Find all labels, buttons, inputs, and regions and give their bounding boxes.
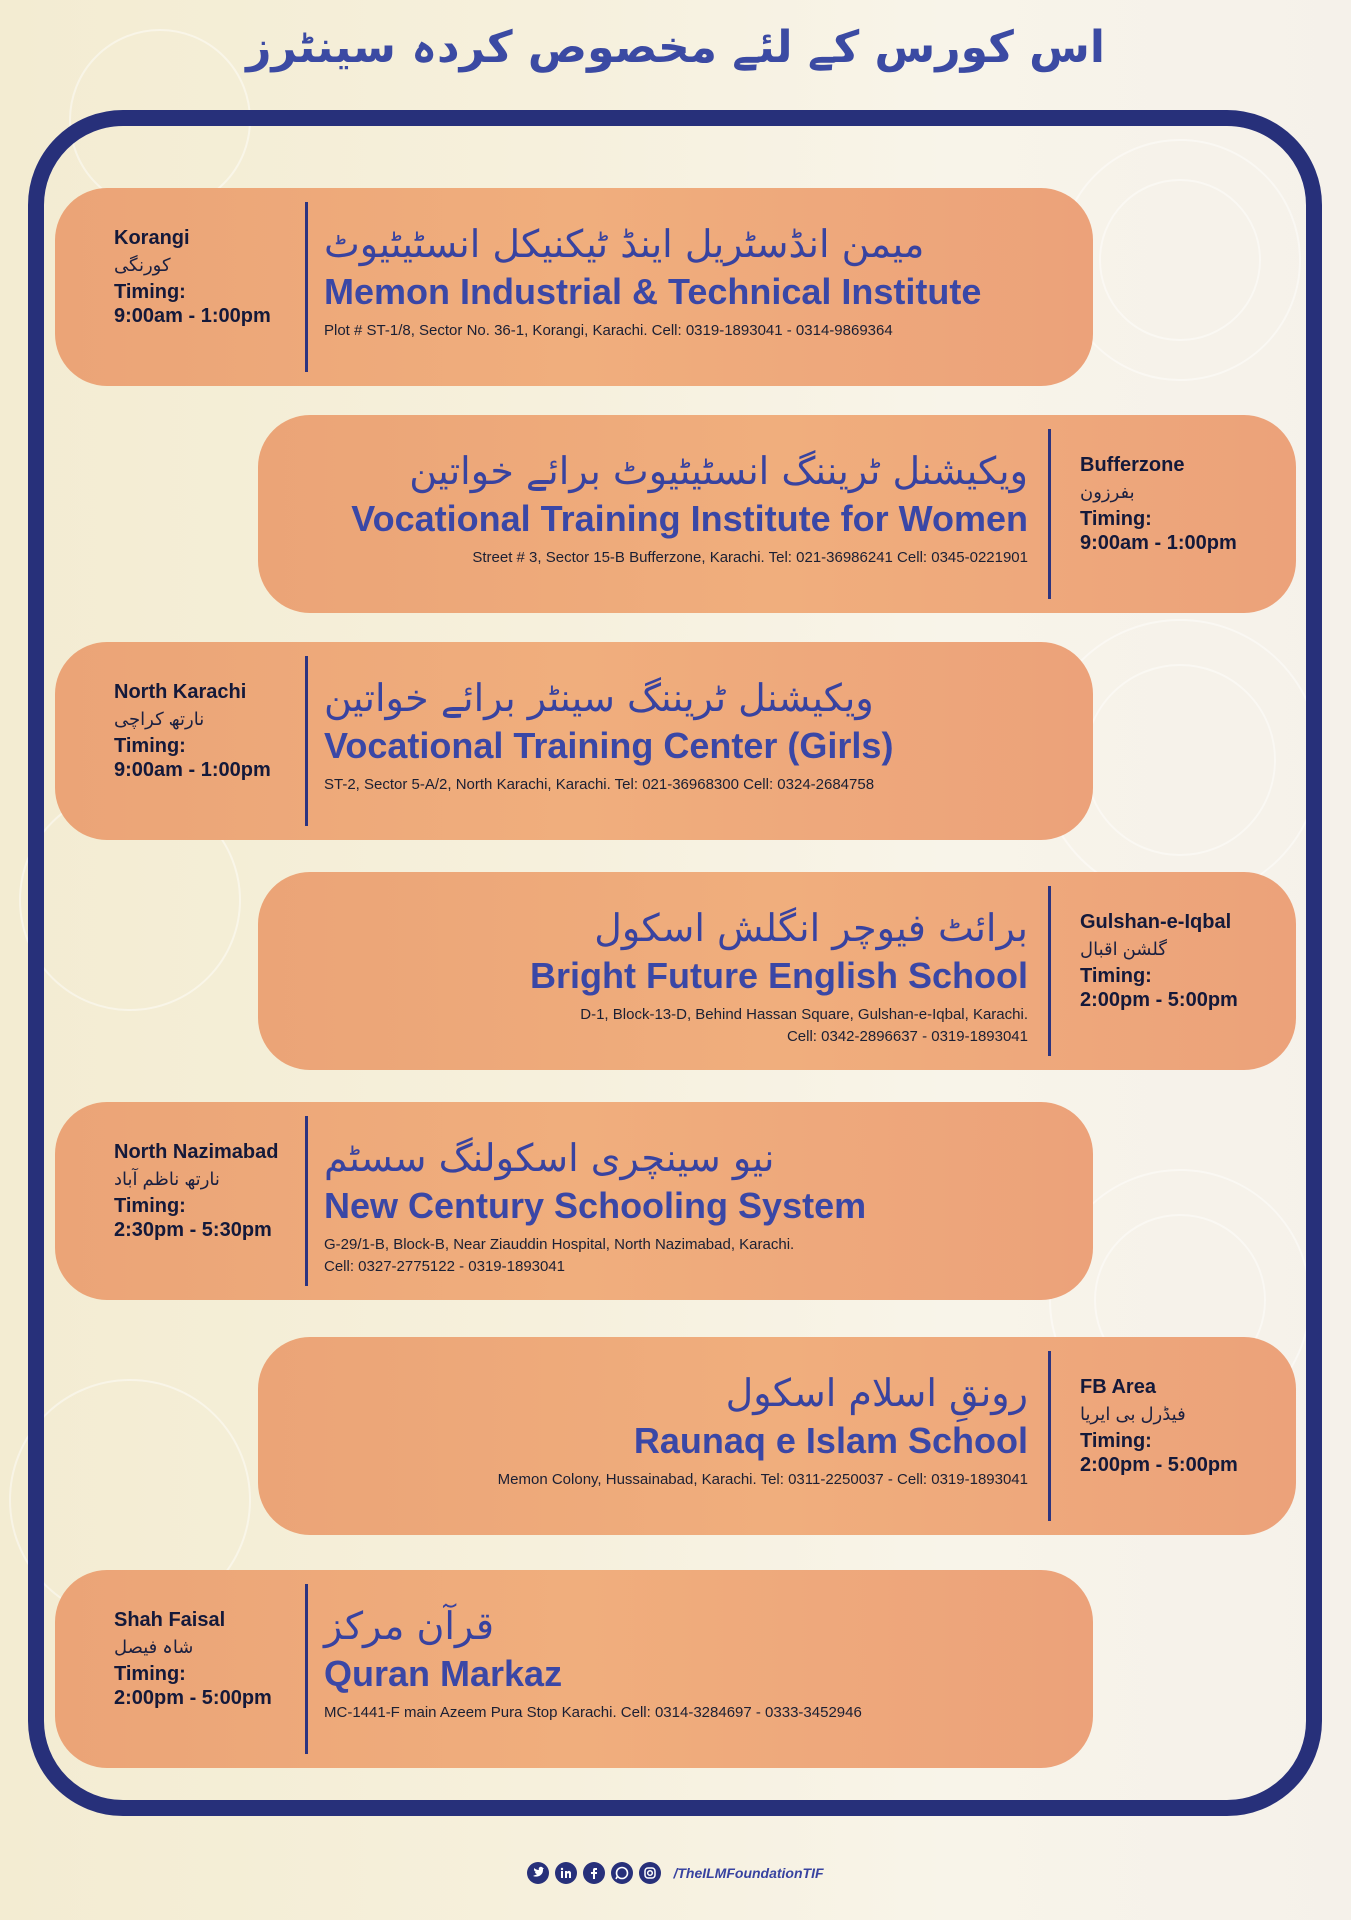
center-card-bufferzone (258, 415, 1296, 613)
center-name-en: Raunaq e Islam School (633, 1420, 1028, 1461)
center-name-ur: ویکیشنل ٹریننگ انسٹیٹیوٹ برائے خواتین (409, 449, 1028, 493)
address-line: Cell: 0327-2775122 - 0319-1893041 (324, 1258, 566, 1275)
center-info (324, 1600, 1064, 1724)
center-card-fb-area (258, 1337, 1296, 1535)
location-name-ur: گلشن اقبال (1080, 939, 1167, 959)
location-name-en: North Karachi (114, 681, 247, 703)
center-address: Street # 3, Sector 15-B Bufferzone, Karachi. Tel: 021-36986241 Cell: 0345-0221901 (472, 549, 1028, 566)
location-name-en: North Nazimabad (114, 1141, 279, 1163)
location-name-ur: بفرزون (1080, 482, 1135, 502)
timing-label: Timing: (114, 1195, 186, 1217)
center-address (324, 1234, 1064, 1278)
timing-value: 9:00am - 1:00pm (114, 759, 271, 781)
card-divider (1048, 1351, 1051, 1521)
location-block (114, 1140, 278, 1242)
card-divider (1048, 429, 1051, 599)
whatsapp-icon[interactable] (611, 1862, 633, 1884)
card-divider (305, 1584, 308, 1754)
center-name-en: Vocational Training Center (Girls) (324, 725, 894, 766)
card-divider (1048, 886, 1051, 1056)
center-name-ur: نیو سینچری اسکولنگ سسٹم (324, 1136, 775, 1180)
center-address: ST-2, Sector 5-A/2, North Karachi, Karachi. Tel: 021-36968300 Cell: 0324-2684758 (324, 776, 875, 793)
card-divider (305, 1116, 308, 1286)
center-address (318, 1004, 1028, 1048)
location-name-en: Gulshan-e-Iqbal (1080, 911, 1232, 933)
timing-value: 9:00am - 1:00pm (114, 305, 271, 327)
timing-value: 2:00pm - 5:00pm (114, 1687, 272, 1709)
address-line: G-29/1-B, Block-B, Near Ziauddin Hospital, North Nazimabad, Karachi. (324, 1236, 795, 1253)
location-name-ur: نارتھ کراچی (114, 709, 205, 729)
center-info (324, 1132, 1064, 1278)
page-title: اس کورس کے لئے مخصوص کردہ سینٹرز (246, 22, 1105, 73)
center-name-ur: رونقِ اسلام اسکول (725, 1371, 1028, 1415)
twitter-icon[interactable] (527, 1862, 549, 1884)
center-address: MC-1441-F main Azeem Pura Stop Karachi. Cell: 0314-3284697 - 0333-3452946 (324, 1704, 862, 1721)
location-name-en: FB Area (1080, 1376, 1156, 1398)
location-block (114, 1608, 272, 1710)
timing-label: Timing: (114, 281, 186, 303)
center-name-en: Quran Markaz (324, 1653, 563, 1694)
location-name-ur: شاہ فیصل (114, 1637, 194, 1657)
center-name-en: Bright Future English School (530, 955, 1028, 996)
center-card-korangi (55, 188, 1093, 386)
center-name-en: Vocational Training Institute for Women (351, 498, 1028, 539)
location-block (114, 680, 271, 782)
timing-value: 2:00pm - 5:00pm (1080, 1454, 1238, 1476)
location-name-en: Korangi (114, 227, 190, 249)
center-name-ur: برائٹ فیوچر انگلش اسکول (594, 906, 1028, 950)
center-info (324, 218, 1064, 342)
linkedin-icon[interactable] (555, 1862, 577, 1884)
center-info (324, 672, 1064, 796)
location-block (1080, 453, 1237, 555)
location-block (1080, 1375, 1238, 1477)
center-name-en: Memon Industrial & Technical Institute (324, 271, 982, 312)
center-card-north-karachi (55, 642, 1093, 840)
center-info (318, 902, 1028, 1048)
center-address: Plot # ST-1/8, Sector No. 36-1, Korangi, Karachi. Cell: 0319-1893041 - 0314-9869364 (324, 322, 893, 339)
timing-label: Timing: (1080, 508, 1152, 530)
social-footer (0, 1862, 1351, 1884)
timing-label: Timing: (1080, 1430, 1152, 1452)
center-card-north-nazimabad (55, 1102, 1093, 1300)
location-name-en: Bufferzone (1080, 454, 1185, 476)
center-card-gulshan (258, 872, 1296, 1070)
timing-label: Timing: (114, 1663, 186, 1685)
center-name-ur: قرآن مرکز (324, 1604, 495, 1648)
timing-label: Timing: (114, 735, 186, 757)
timing-label: Timing: (1080, 965, 1152, 987)
location-block (114, 226, 271, 328)
center-name-ur: ویکیشنل ٹریننگ سینٹر برائے خواتین (324, 676, 874, 720)
facebook-icon[interactable] (583, 1862, 605, 1884)
center-name-en: New Century Schooling System (324, 1185, 867, 1226)
timing-value: 2:30pm - 5:30pm (114, 1219, 272, 1241)
timing-value: 2:00pm - 5:00pm (1080, 989, 1238, 1011)
center-info (318, 1367, 1028, 1491)
location-block (1080, 910, 1238, 1012)
card-divider (305, 656, 308, 826)
card-divider (305, 202, 308, 372)
center-info (318, 445, 1028, 569)
address-line: D-1, Block-13-D, Behind Hassan Square, Gulshan-e-Iqbal, Karachi. (580, 1006, 1028, 1023)
location-name-en: Shah Faisal (114, 1609, 226, 1631)
center-name-ur: میمن انڈسٹریل اینڈ ٹیکنیکل انسٹیٹیوٹ (324, 222, 925, 266)
timing-value: 9:00am - 1:00pm (1080, 532, 1237, 554)
center-card-shah-faisal (55, 1570, 1093, 1768)
center-address: Memon Colony, Hussainabad, Karachi. Tel: 0311-2250037 - Cell: 0319-1893041 (497, 1471, 1028, 1488)
instagram-icon[interactable] (639, 1862, 661, 1884)
social-handle[interactable]: /TheILMFoundationTIF (673, 1865, 824, 1881)
location-name-ur: کورنگی (114, 255, 171, 275)
location-name-ur: فیڈرل بی ایریا (1080, 1404, 1186, 1424)
location-name-ur: نارتھ ناظم آباد (114, 1169, 220, 1189)
address-line: Cell: 0342-2896637 - 0319-1893041 (786, 1028, 1028, 1045)
